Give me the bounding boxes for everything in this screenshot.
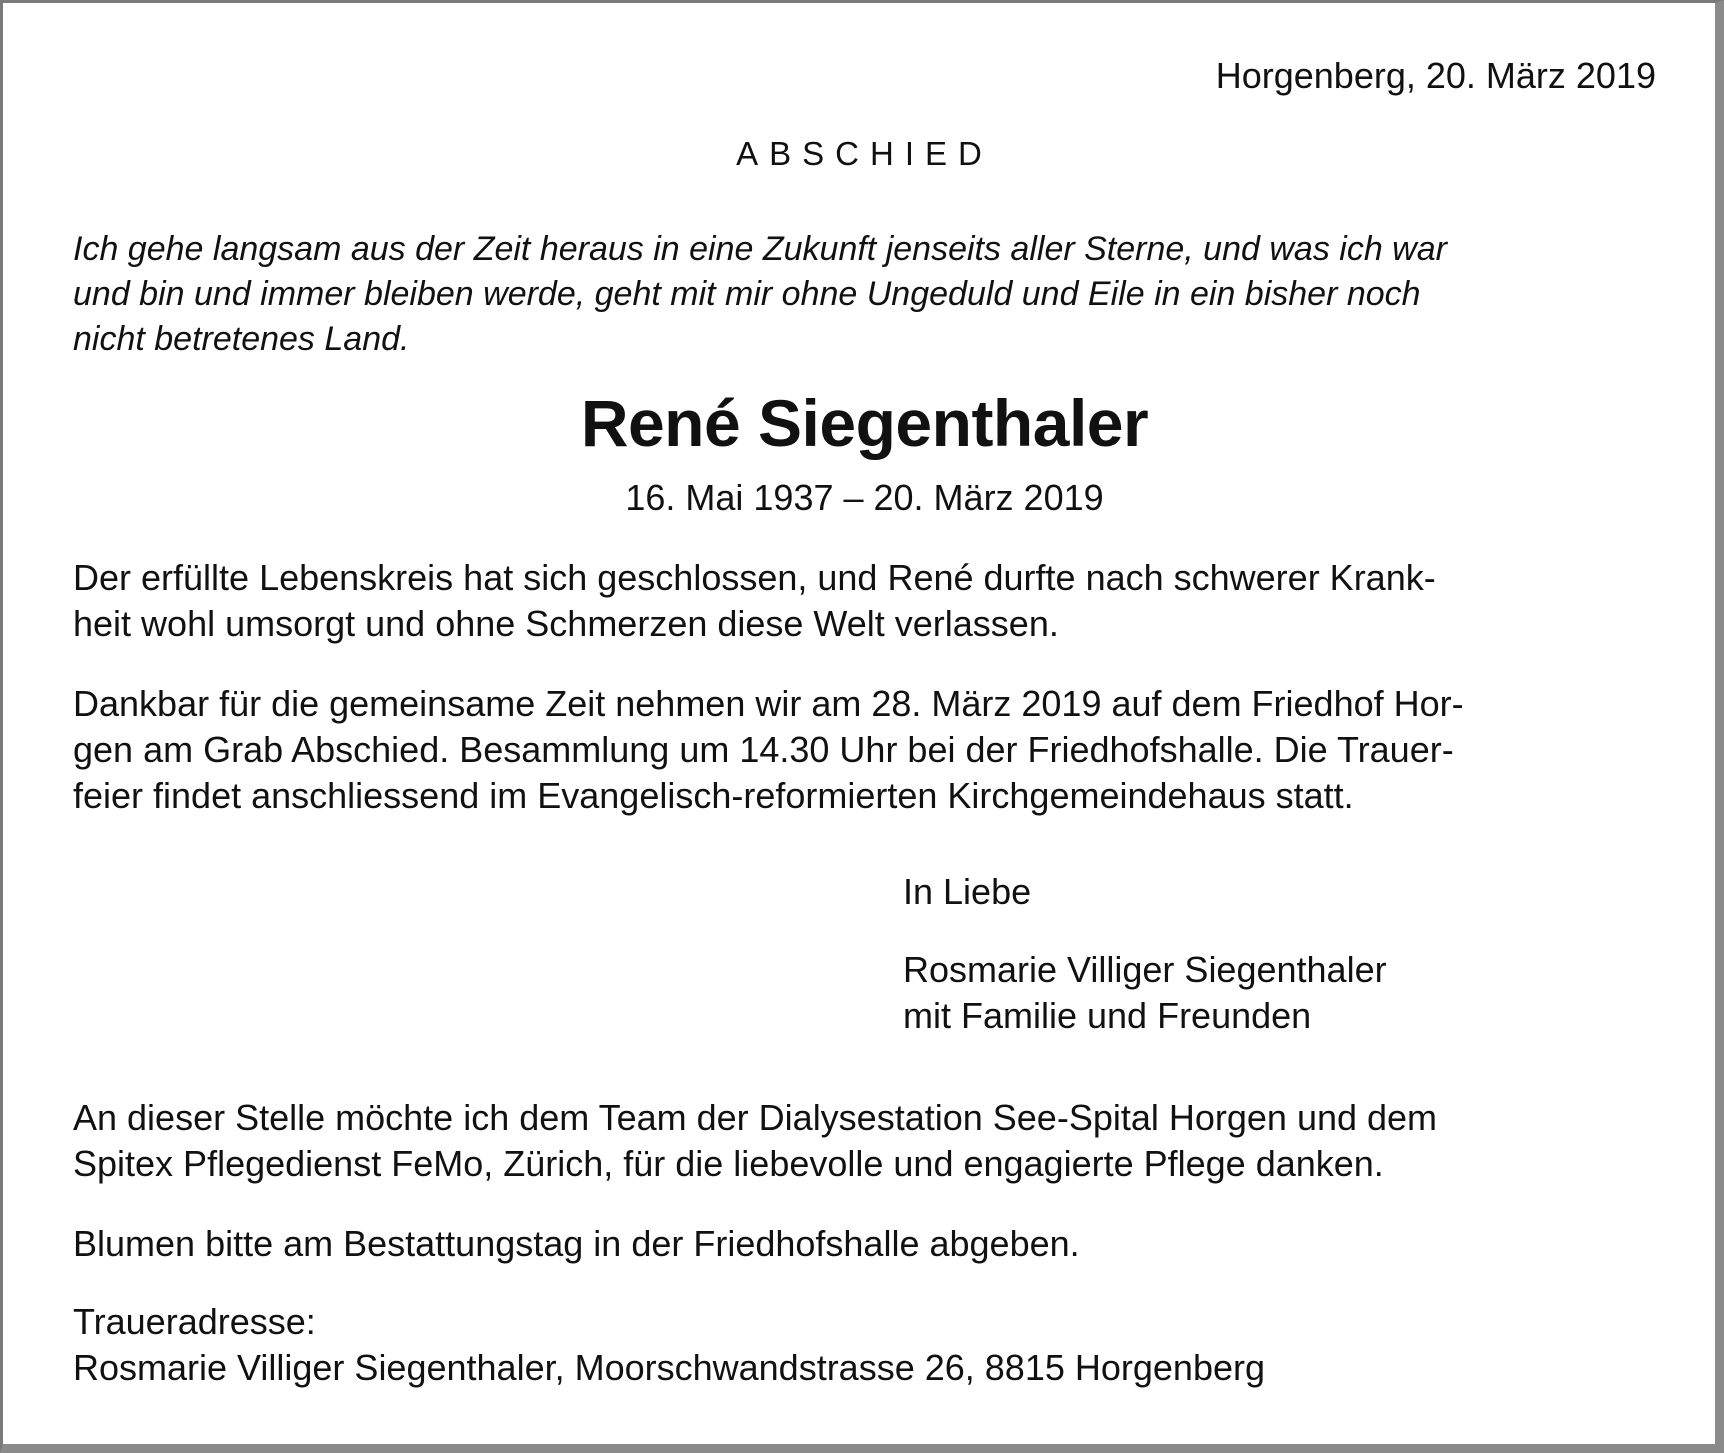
paragraph-line: Blumen bitte am Bestattungstag in der Friedhofshalle abgeben.	[73, 1223, 1080, 1264]
life-dates: 16. Mai 1937 – 20. März 2019	[625, 477, 1104, 518]
paragraph-line: Spitex Pflegedienst FeMo, Zürich, für die liebevolle und engagierte Pflege danken.	[73, 1143, 1384, 1184]
paragraph-life	[73, 555, 1656, 647]
notice-heading: ABSCHIED	[736, 135, 993, 172]
paragraph-line: gen am Grab Abschied. Besammlung um 14.30 Uhr bei der Friedhofshalle. Die Trauer-	[73, 729, 1454, 770]
deceased-name: René Siegenthaler	[580, 386, 1149, 460]
paragraph-thanks	[73, 1095, 1656, 1187]
paragraph-line: heit wohl umsorgt und ohne Schmerzen diese Welt verlassen.	[73, 603, 1059, 644]
flowers-note	[73, 1221, 1656, 1267]
paragraph-line: An dieser Stelle möchte ich dem Team der Dialysestation See-Spital Horgen und dem	[73, 1097, 1438, 1138]
paragraph-funeral	[73, 681, 1656, 819]
signoff-greeting: In Liebe	[903, 871, 1032, 912]
place-date: Horgenberg, 20. März 2019	[1215, 55, 1656, 96]
motto-line: Ich gehe langsam aus der Zeit heraus in eine Zukunft jenseits aller Sterne, und was ich war	[73, 230, 1447, 268]
signer-line: Rosmarie Villiger Siegenthaler	[903, 949, 1387, 990]
address-label: Traueradresse:	[73, 1301, 316, 1342]
motto-line: nicht betretenes Land.	[73, 320, 410, 358]
paragraph-line: Dankbar für die gemeinsame Zeit nehmen wir am 28. März 2019 auf dem Friedhof Hor-	[73, 683, 1464, 724]
motto-quote	[73, 227, 1656, 362]
address-value: Rosmarie Villiger Siegenthaler, Moorschwandstrasse 26, 8815 Horgenberg	[73, 1347, 1265, 1388]
paragraph-line: feier findet anschliessend im Evangelisch-reformierten Kirchgemeindehaus statt.	[73, 775, 1354, 816]
motto-line: und bin und immer bleiben werde, geht mit mir ohne Ungeduld und Eile in ein bisher noch	[73, 275, 1421, 313]
paragraph-line: Der erfüllte Lebenskreis hat sich geschlossen, und René durfte nach schwerer Krank-	[73, 557, 1436, 598]
signer-line: mit Familie und Freunden	[903, 995, 1312, 1036]
signoff-signers	[903, 947, 1387, 1039]
mourning-address	[73, 1299, 1656, 1391]
